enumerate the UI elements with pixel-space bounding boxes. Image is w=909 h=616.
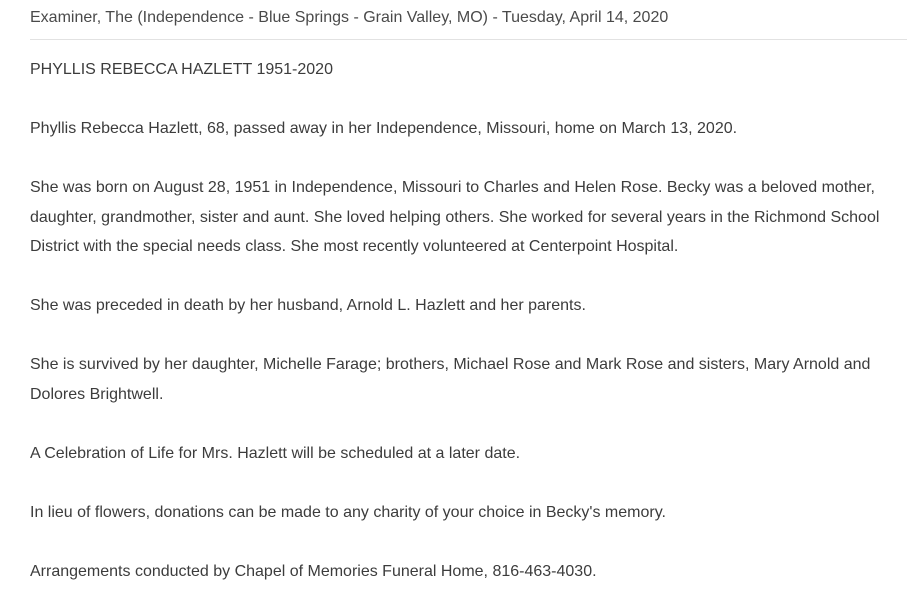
obituary-paragraph-death-notice: Phyllis Rebecca Hazlett, 68, passed away in her Independence, Missouri, home on March 13, 2020.	[30, 120, 738, 137]
obituary-paragraph-survived: She is survived by her daughter, Michelle Farage; brothers, Michael Rose and Mark Rose and sisters, Mary Arnold and Dolores Brightwell.	[30, 356, 871, 403]
obituary-paragraph-donations: In lieu of flowers, donations can be made to any charity of your choice in Becky's memory.	[30, 503, 666, 521]
obituary-content	[30, 55, 900, 616]
obituary-paragraph-celebration: A Celebration of Life for Mrs. Hazlett will be scheduled at a later date.	[30, 444, 521, 462]
obituary-paragraph-arrangements: Arrangements conducted by Chapel of Memories Funeral Home, 816-463-4030.	[30, 562, 597, 580]
obituary-paragraph-biography: She was born on August 28, 1951 in Independence, Missouri to Charles and Helen Rose. Becky was a beloved mother, daughter, grandmother, sister and aunt. She loved helping others. She worked for several years in the Richmond School District with the special needs class. She most recently volunteered at Centerpoint Hospital.	[30, 179, 880, 255]
obituary-paragraph-preceded: She was preceded in death by her husband, Arnold L. Hazlett and her parents.	[30, 297, 586, 314]
publication-source-line: Examiner, The (Independence - Blue Springs - Grain Valley, MO) - Tuesday, April 14, 2020	[30, 9, 669, 26]
obituary-heading: PHYLLIS REBECCA HAZLETT 1951-2020	[30, 61, 333, 78]
divider	[30, 39, 907, 40]
